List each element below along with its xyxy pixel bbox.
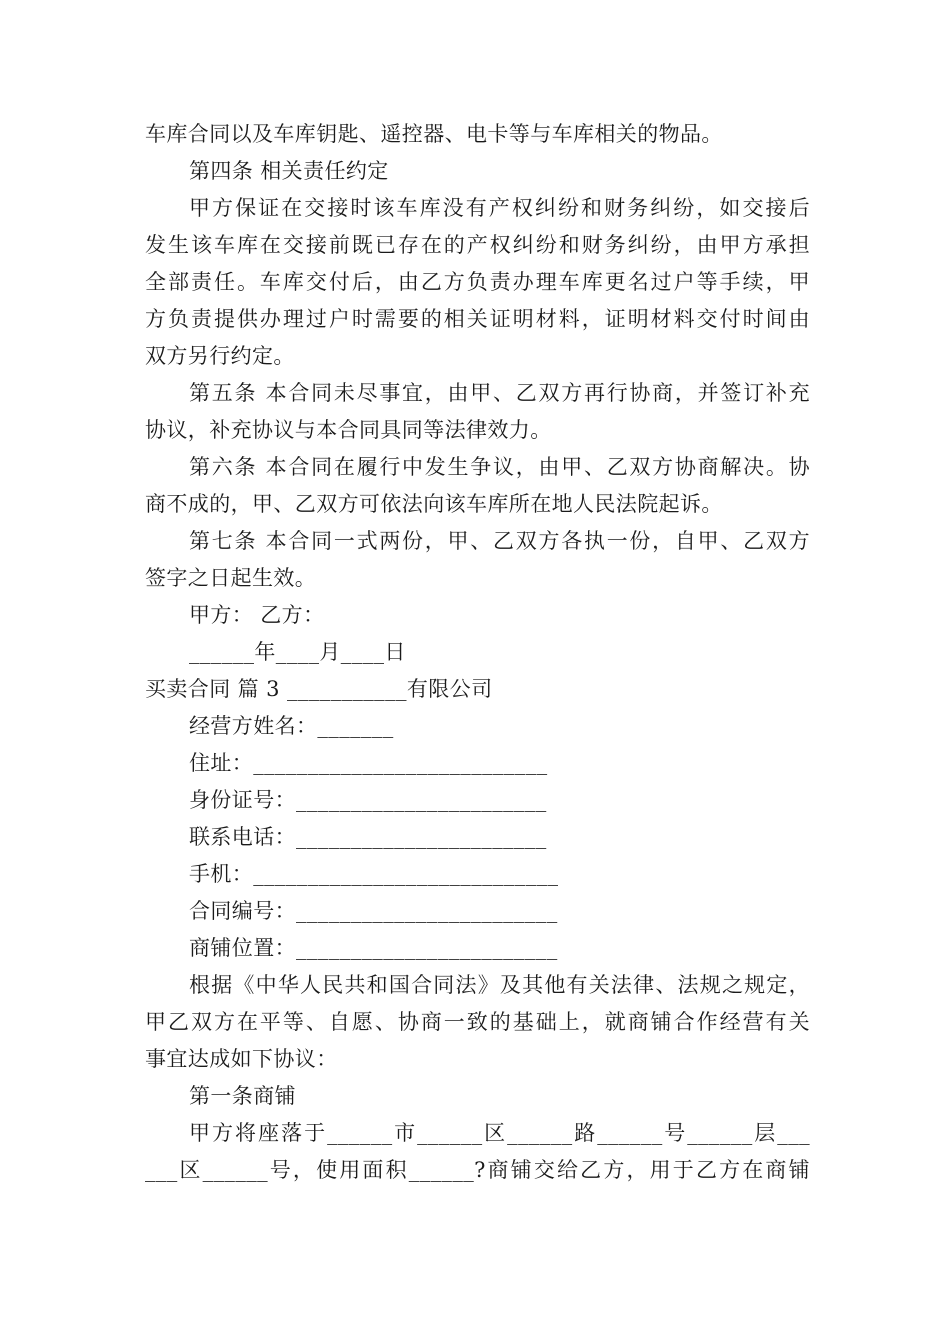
- form-field-line: 合同编号：________________________: [189, 899, 558, 923]
- text-line: 甲方将座落于______市______区______路______号______层___: [189, 1121, 810, 1145]
- text-line: 协议，补充协议与本合同具同等法律效力。: [145, 418, 552, 442]
- text-line: 第五条 本合同未尽事宜，由甲、乙双方再行协商，并签订补充: [189, 381, 810, 405]
- document-body: [145, 116, 810, 1189]
- text-line: 第四条 相关责任约定: [189, 159, 389, 183]
- text-line: 商不成的，甲、乙双方可依法向该车库所在地人民法院起诉。: [145, 492, 723, 516]
- text-line: 甲乙双方在平等、自愿、协商一致的基础上，就商铺合作经营有关: [145, 1010, 810, 1034]
- text-line: 双方另行约定。: [145, 344, 295, 368]
- text-line: 事宜达成如下协议：: [145, 1047, 338, 1071]
- text-line: 根据《中华人民共和国合同法》及其他有关法律、法规之规定，: [189, 973, 810, 997]
- form-field-line: 住址：___________________________: [189, 751, 548, 775]
- text-line: 全部责任。车库交付后，由乙方负责办理车库更名过户等手续，甲: [145, 270, 810, 294]
- text-line: 第六条 本合同在履行中发生争议，由甲、乙双方协商解决。协: [189, 455, 810, 479]
- text-line: 发生该车库在交接前既已存在的产权纠纷和财务纠纷，由甲方承担: [145, 233, 810, 257]
- date-line: ______年____月____日: [189, 640, 406, 664]
- form-field-line: 联系电话：_______________________: [189, 825, 547, 849]
- section-heading: 买卖合同 篇 3 ___________有限公司: [145, 677, 493, 701]
- text-line: 第一条商铺: [189, 1084, 296, 1108]
- text-line: 签字之日起生效。: [145, 566, 317, 590]
- form-field-line: 经营方姓名：_______: [189, 714, 394, 738]
- text-line: 甲方保证在交接时该车库没有产权纠纷和财务纠纷，如交接后: [189, 196, 810, 220]
- form-field-line: 商铺位置：________________________: [189, 936, 558, 960]
- text-line: 方负责提供办理过户时需要的相关证明材料，证明材料交付时间由: [145, 307, 810, 331]
- signature-line: 甲方： 乙方：: [189, 603, 325, 627]
- text-line: ___区______号，使用面积______?商铺交给乙方，用于乙方在商铺: [145, 1158, 810, 1182]
- text-line: 车库合同以及车库钥匙、遥控器、电卡等与车库相关的物品。: [145, 122, 723, 146]
- form-field-line: 手机：____________________________: [189, 862, 559, 886]
- form-field-line: 身份证号：_______________________: [189, 788, 547, 812]
- text-line: 第七条 本合同一式两份，甲、乙双方各执一份，自甲、乙双方: [189, 529, 810, 553]
